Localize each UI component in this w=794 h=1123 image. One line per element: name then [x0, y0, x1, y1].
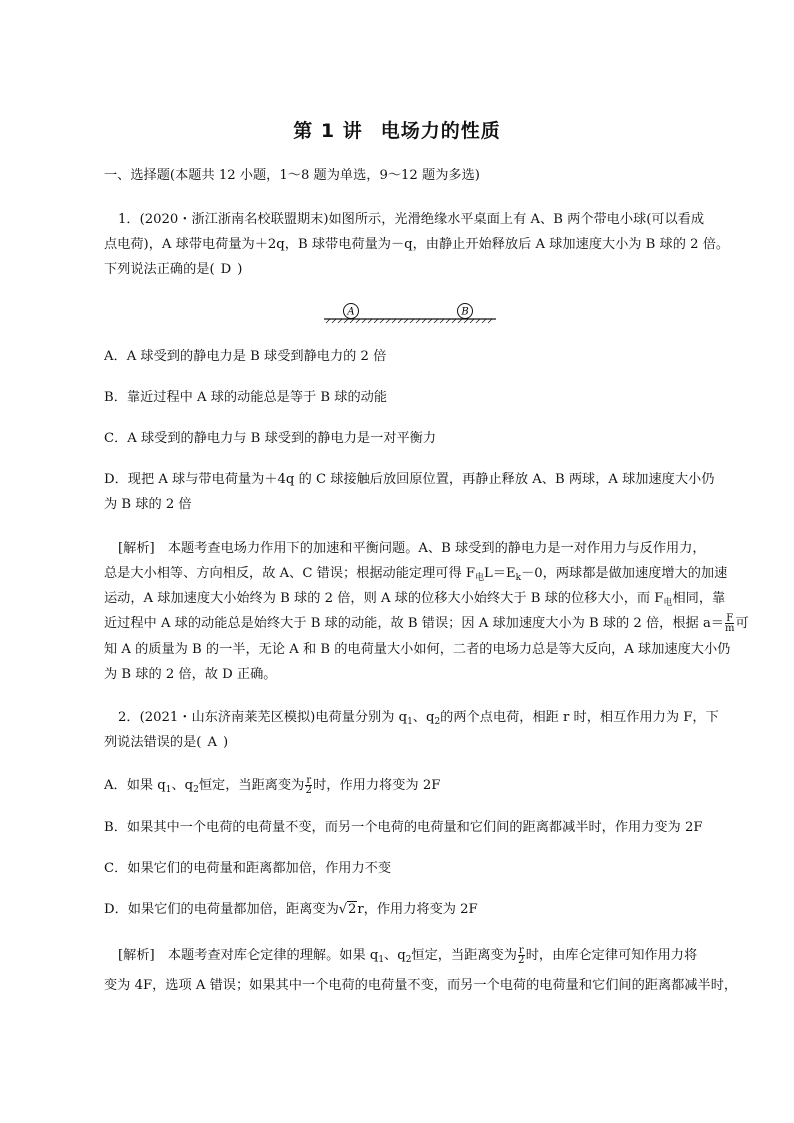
q2-explanation-line1: [118, 946, 697, 970]
q1-stem-line3: [104, 260, 242, 280]
q1-explanation-line1: [解析] 本题考查电场力作用下的加速和平衡问题。A、B 球受到的静电力是一对作用力与反作用力，: [118, 541, 706, 556]
q2-a-frac-num: r: [306, 775, 312, 786]
q2-d-radicand: 2: [348, 902, 357, 917]
q1-ex2-b: L＝E: [484, 566, 516, 581]
q1-explanation-line6: 为 B 球的 2 倍，故 D 正确。: [104, 667, 277, 682]
q2-l1-a: 2．(2021・山东济南莱芜区模拟)电荷量分别为 q: [118, 710, 408, 725]
page-title: [0, 116, 794, 143]
q2-option-b: B．如果其中一个电荷的电荷量不变，而另一个电荷的电荷量和它们间的距离都减半时，作用力变为 2F: [104, 820, 703, 835]
q2-a-frac-den: 2: [305, 785, 312, 796]
q1-explanation-line3: [104, 589, 725, 613]
q2-stem-line2: [104, 733, 228, 753]
q1-frac-den: m: [725, 623, 735, 634]
q2-a-s2: 2: [193, 785, 199, 795]
table-hatching: [326, 319, 492, 323]
q1-ex2-sub2: k: [515, 573, 522, 583]
q1-explanation-line4: [104, 614, 749, 634]
q1-option-c: C．A 球受到的静电力与 B 球受到的静电力是一对平衡力: [104, 431, 437, 446]
q1-ex3-b: 相同，靠: [672, 591, 726, 606]
q1-explanation-line2: [104, 564, 727, 588]
q2-ex1-frac-den: 2: [518, 955, 525, 966]
q1-ex2-sub: 电: [475, 573, 485, 583]
q1-option-d-line1: D．现把 A 球与带电荷量为＋4q 的 C 球接触后放回原位置，再静止释放 A、B 两球，A 球加速度大小仍: [104, 472, 715, 487]
ball-b-label: B: [461, 306, 469, 318]
q1-option-d-line2: 为 B 球的 2 倍: [104, 497, 192, 512]
q2-stem-line1: [118, 708, 719, 732]
q2-d-a: D．如果它们的电荷量都加倍，距离变为: [104, 902, 339, 917]
q2-option-d: [104, 900, 478, 920]
q2-ex1-b: 、q: [384, 948, 406, 963]
q2-l1-b: 、q: [412, 710, 435, 725]
title-topic: 电场力的性质: [380, 120, 501, 142]
q1-frac-num: F: [726, 613, 734, 624]
q2-prompt: 列说法错误的是(: [104, 735, 202, 750]
ball-a-label: A: [347, 306, 355, 318]
q2-ex1-c: 恒定，当距离变为: [411, 948, 517, 963]
q2-ex1-s2: 2: [405, 955, 412, 965]
q1-ex3-a: 运动，A 球加速度大小始终为 B 球的 2 倍，则 A 球的位移大小始终大于 B 球的位移大小，而 F: [104, 591, 664, 606]
q2-d-r: r: [357, 902, 364, 917]
q2-d-sqrt: √2: [338, 902, 357, 917]
q2-ex1-d: 时，由库仑定律可知作用力将: [525, 948, 698, 963]
q1-paren: ): [237, 262, 243, 277]
q2-l1-s1: 1: [407, 717, 413, 727]
q2-ex1-frac-num: r: [518, 945, 524, 956]
q2-ex1-a: [解析] 本题考查对库仑定律的理解。如果 q: [118, 948, 379, 963]
q1-ex2-a: 总是大小相等、方向相反，故 A、C 错误；根据动能定理可得 F: [104, 566, 476, 581]
q2-option-c: C．如果它们的电荷量和距离都加倍，作用力不变: [104, 861, 392, 876]
q1-ex3-sub: 电: [663, 598, 673, 608]
q1-ex4-b: 可: [735, 616, 749, 631]
q2-a-b: 、q: [171, 778, 194, 793]
q2-l1-s2: 2: [434, 717, 441, 727]
q2-l1-c: 的两个点电荷，相距 r 时，相互作用力为 F，下: [440, 710, 719, 725]
q1-answer: D: [220, 262, 232, 277]
q1-stem-line2: 点电荷)，A 球带电荷量为＋2q，B 球带电荷量为－q，由静止开始释放后 A 球加速度大小为 B 球的 2 倍。: [104, 237, 730, 252]
q2-ex1-s1: 1: [378, 955, 385, 965]
q1-option-b: B．靠近过程中 A 球的动能总是等于 B 球的动能: [104, 390, 388, 405]
q2-explanation-line2: 变为 4F，选项 A 错误；如果其中一个电荷的电荷量不变，而另一个电荷的电荷量和它们间的距离都减半时，: [104, 978, 738, 993]
q2-paren: ): [223, 735, 229, 750]
q2-answer: A: [207, 735, 217, 750]
q1-stem-line1: 1．(2020・浙江浙南名校联盟期末)如图所示，光滑绝缘水平桌面上有 A、B 两个带电小球(可以看成: [118, 212, 705, 227]
q2-a-d: 时，作用力将变为 2F: [313, 778, 441, 793]
q1-prompt: 下列说法正确的是(: [104, 262, 215, 277]
q2-d-b: ，作用力将变为 2F: [363, 902, 478, 917]
q1-fraction: [725, 614, 734, 633]
q2-ex1-fraction: [518, 946, 525, 965]
q2-a-a: A．如果 q: [104, 778, 166, 793]
q1-figure: [320, 298, 500, 328]
q2-option-a: [104, 776, 440, 800]
q1-ex2-c: －0，两球都是做加速度增大的加速: [521, 566, 728, 581]
q2-a-c: 恒定，当距离变为: [198, 778, 305, 793]
q1-ex4-a: 近过程中 A 球的动能总是始终大于 B 球的动能，故 B 错误；因 A 球加速度大小为 B 球的 2 倍，根据 a＝: [104, 616, 724, 631]
q2-a-s1: 1: [165, 785, 172, 795]
q2-a-fraction: [305, 776, 312, 795]
q1-explanation-line5: 知 A 的质量为 B 的一半，无论 A 和 B 的电荷量大小如何，二者的电场力总是等大反向，A 球加速度大小仍: [104, 642, 731, 657]
title-lecture: 第 1 讲: [293, 120, 363, 142]
q1-option-a: A．A 球受到的静电力是 B 球受到静电力的 2 倍: [104, 349, 387, 364]
section-heading: 一、选择题(本题共 12 小题，1～8 题为单选，9～12 题为多选): [104, 168, 480, 183]
